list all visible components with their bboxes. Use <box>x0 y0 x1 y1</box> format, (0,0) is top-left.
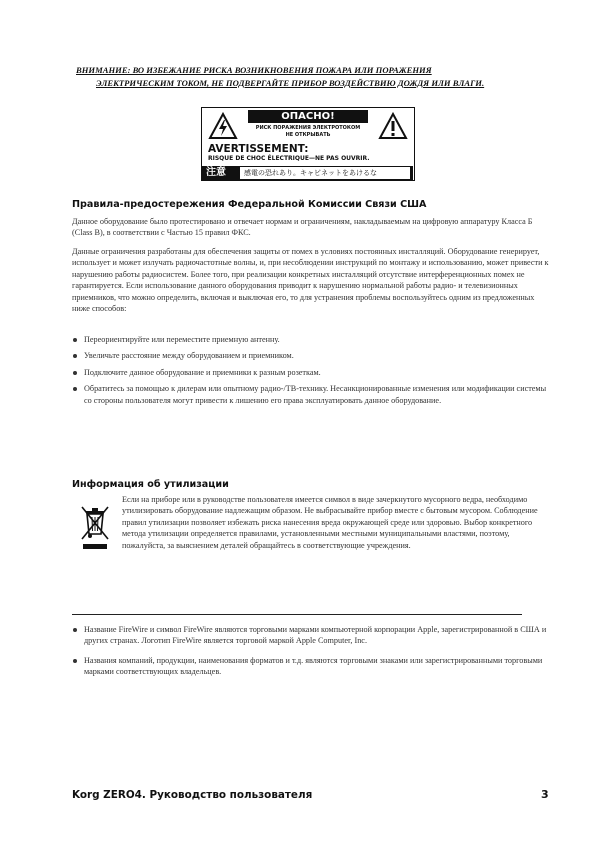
japanese-warning-tag: 注意 <box>206 167 226 178</box>
fcc-paragraph-1: Данное оборудование было протестировано и отвечает нормам и ограничениям, накладываемым на цифровую аппаратуру Класса Б (Class B), в соответствии с Частью 15 правил ФКС. <box>72 217 533 238</box>
list-item: Увеличьте расстояние между оборудованием и приемником. <box>72 350 550 361</box>
footer-title: Korg ZERO4. Руководство пользователя <box>72 789 313 801</box>
list-item: Переориентируйте или переместите приемную антенну. <box>72 334 550 345</box>
warning-line-1: ВНИМАНИЕ: ВО ИЗБЕЖАНИЕ РИСКА ВОЗНИКНОВЕНИЯ ПОЖАРА ИЛИ ПОРАЖЕНИЯ <box>76 65 432 75</box>
crossed-bin-icon <box>80 504 110 554</box>
hazard-label <box>201 107 415 181</box>
japanese-warning-text: 感電の恐れあり。キャビネットをあけるな <box>240 167 410 179</box>
exclamation-warning-icon <box>378 112 408 140</box>
disposal-text: Если на приборе или в руководстве пользователя имеется символ в виде зачеркнутого мусорного ведра, необходимо утилизировать оборудование надлежащим образом. Не выбрасывайте прибор вместе с бытовым мусором. Соблюдение правил утилизации позволяет избежать риска нанесения вреда окружающей среде или здоровью. Выбор конкретного метода утилизации определяется правилами, установленными местными муниципальными властями, поэтому, пожалуйста, за выяснением деталей обращайтесь в соответствующие учреждения. <box>122 495 538 550</box>
hazard-label-subtitle: РИСК ПОРАЖЕНИЯ ЭЛЕКТРОТОКОМ НЕ ОТКРЫВАТЬ <box>255 125 361 138</box>
list-item: Подключите данное оборудование и приемники к разным розеткам. <box>72 367 550 378</box>
disposal-heading: Информация об утилизации <box>72 479 229 490</box>
fcc-heading: Правила-предостережения Федеральной Комиссии Связи США <box>72 199 427 210</box>
warning-line-2: ЭЛЕКТРИЧЕСКИМ ТОКОМ, НЕ ПОДВЕРГАЙТЕ ПРИБОР ВОЗДЕЙСТВИЮ ДОЖДЯ ИЛИ ВЛАГИ. <box>96 78 485 88</box>
trademark-list <box>72 624 550 678</box>
page-number: 3 <box>541 788 549 801</box>
japanese-warning-strip <box>202 166 413 180</box>
lightning-warning-icon <box>208 112 238 140</box>
list-item: Обратитесь за помощью к дилерам или опытному радио-/ТВ-технику. Несанкционированные изменения или модификации системы со стороны пользователя могут привести к лишению его права эксплуатировать данное оборудование. <box>72 383 550 406</box>
list-item: Название FireWire и символ FireWire являются торговыми марками компьютерной корпорации Apple, зарегистрированной в США и других странах. Логотип FireWire является торговой маркой Apple Computer, Inc. <box>72 624 550 647</box>
fcc-bullet-list <box>72 334 550 406</box>
avertissement-heading: AVERTISSEMENT: <box>208 143 309 155</box>
avertissement-text: RISQUE DE CHOC ÉLECTRIQUE—NE PAS OUVRIR. <box>208 155 370 162</box>
list-item: Названия компаний, продукции, наименования форматов и т.д. являются торговыми знаками или зарегистрированными торговыми марками соответствующих владельцев. <box>72 655 550 678</box>
fcc-paragraph-2: Данные ограничения разработаны для обеспечения защиты от помех в условиях постоянных инсталляций. Оборудование генерирует, использует и может излучать радиочастотные волны, и, при несоблюдении инструкций по монтажу и использованию, может привести к нарушению работы радиосистем. Более того, при реализации конкретных инсталляций отсутствие интерференционных помех не гарантируется. Если использование данного оборудования приводит к нарушению нормальной работы радио- и телевизионных приемников, что можно определить, включая и выключая его, то для устранения проблемы воспользуйтесь одним из предложенных ниже способов: <box>72 247 549 314</box>
hazard-label-top <box>202 108 413 144</box>
section-divider <box>72 614 522 615</box>
hazard-label-title: ОПАСНО! <box>248 110 368 123</box>
warning-notice <box>60 64 540 90</box>
